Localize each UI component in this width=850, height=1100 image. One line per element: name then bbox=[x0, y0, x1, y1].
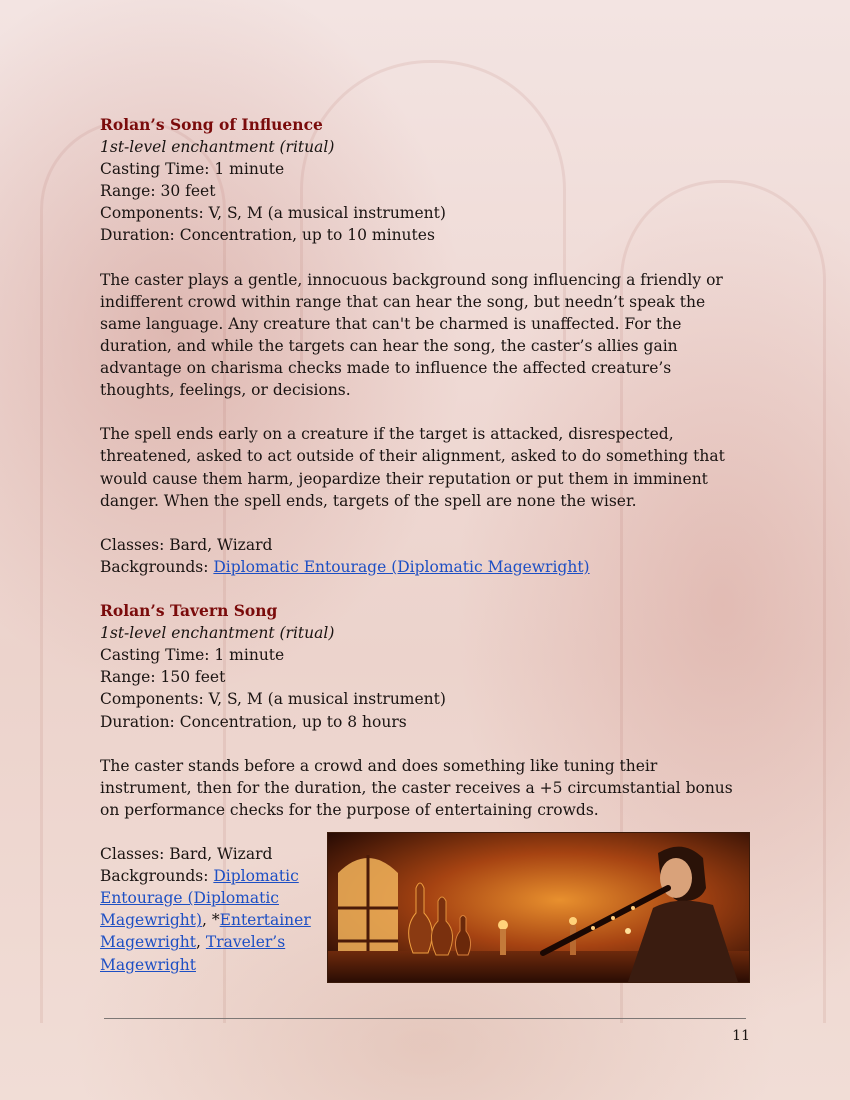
spell-description: The caster stands before a crowd and does something like tuning their instrument, then for the duration, the caster receives a +5 circumstantial bonus on performance checks for the purpose of entertaining crowds. bbox=[100, 756, 733, 819]
bard-playing-flute-illustration bbox=[327, 832, 750, 983]
classes: Classes: Bard, Wizard bbox=[100, 535, 273, 554]
background-link-diplomatic-entourage[interactable]: Diplomatic Entourage (Diplomatic Magewright) bbox=[100, 867, 299, 930]
components: Components: V, S, M (a musical instrument) bbox=[100, 690, 446, 709]
spell-level: 1st-level enchantment (ritual) bbox=[100, 624, 335, 643]
duration: Duration: Concentration, up to 8 hours bbox=[100, 712, 407, 731]
page-content bbox=[100, 114, 750, 995]
separator: , * bbox=[202, 911, 220, 930]
spell-title: Rolan’s Tavern Song bbox=[100, 601, 278, 621]
backgrounds-label: Backgrounds: bbox=[100, 557, 214, 576]
range: Range: 30 feet bbox=[100, 182, 216, 201]
spell-level: 1st-level enchantment (ritual) bbox=[100, 138, 335, 157]
casting-time: Casting Time: 1 minute bbox=[100, 646, 285, 665]
classes: Classes: Bard, Wizard bbox=[100, 845, 273, 864]
spell-entry-tavern-song bbox=[100, 600, 750, 995]
background-link-travelers-magewright[interactable]: Traveler’s Magewright bbox=[100, 933, 286, 974]
spell-title: Rolan’s Song of Influence bbox=[100, 115, 323, 134]
background-link-entertainer-magewright[interactable]: Entertainer Magewright bbox=[100, 911, 311, 952]
page-number: 11 bbox=[732, 1028, 750, 1044]
background-link-diplomatic-entourage[interactable]: Diplomatic Entourage (Diplomatic Magewright) bbox=[213, 557, 590, 576]
classes-and-illustration bbox=[100, 843, 750, 995]
backgrounds bbox=[100, 865, 315, 975]
casting-time: Casting Time: 1 minute bbox=[100, 160, 285, 179]
spell-description: The caster plays a gentle, innocuous background song influencing a friendly or indifferent crowd within range that can hear the song, but needn’t speak the same language. Any creature that can't be charmed is unaffected. For the duration, and while the targets can hear the song, the caster’s allies gain advantage on charisma checks made to influence the affected creature’s thoughts, feelings, or decisions. bbox=[100, 270, 723, 400]
footer-divider bbox=[104, 1018, 746, 1019]
spell-description: The spell ends early on a creature if the target is attacked, disrespected, threatened, asked to act outside of their alignment, asked to do something that would cause them harm, jeopardize their reputation or put them in imminent danger. When the spell ends, targets of the spell are none the wiser. bbox=[100, 425, 725, 510]
backgrounds-label: Backgrounds: bbox=[100, 867, 214, 886]
backgrounds bbox=[100, 556, 750, 578]
duration: Duration: Concentration, up to 10 minutes bbox=[100, 226, 435, 245]
components: Components: V, S, M (a musical instrument) bbox=[100, 204, 446, 223]
spell-entry-song-of-influence bbox=[100, 114, 750, 578]
classes-backgrounds-column bbox=[100, 843, 315, 976]
range: Range: 150 feet bbox=[100, 668, 226, 687]
separator: , bbox=[195, 933, 206, 952]
